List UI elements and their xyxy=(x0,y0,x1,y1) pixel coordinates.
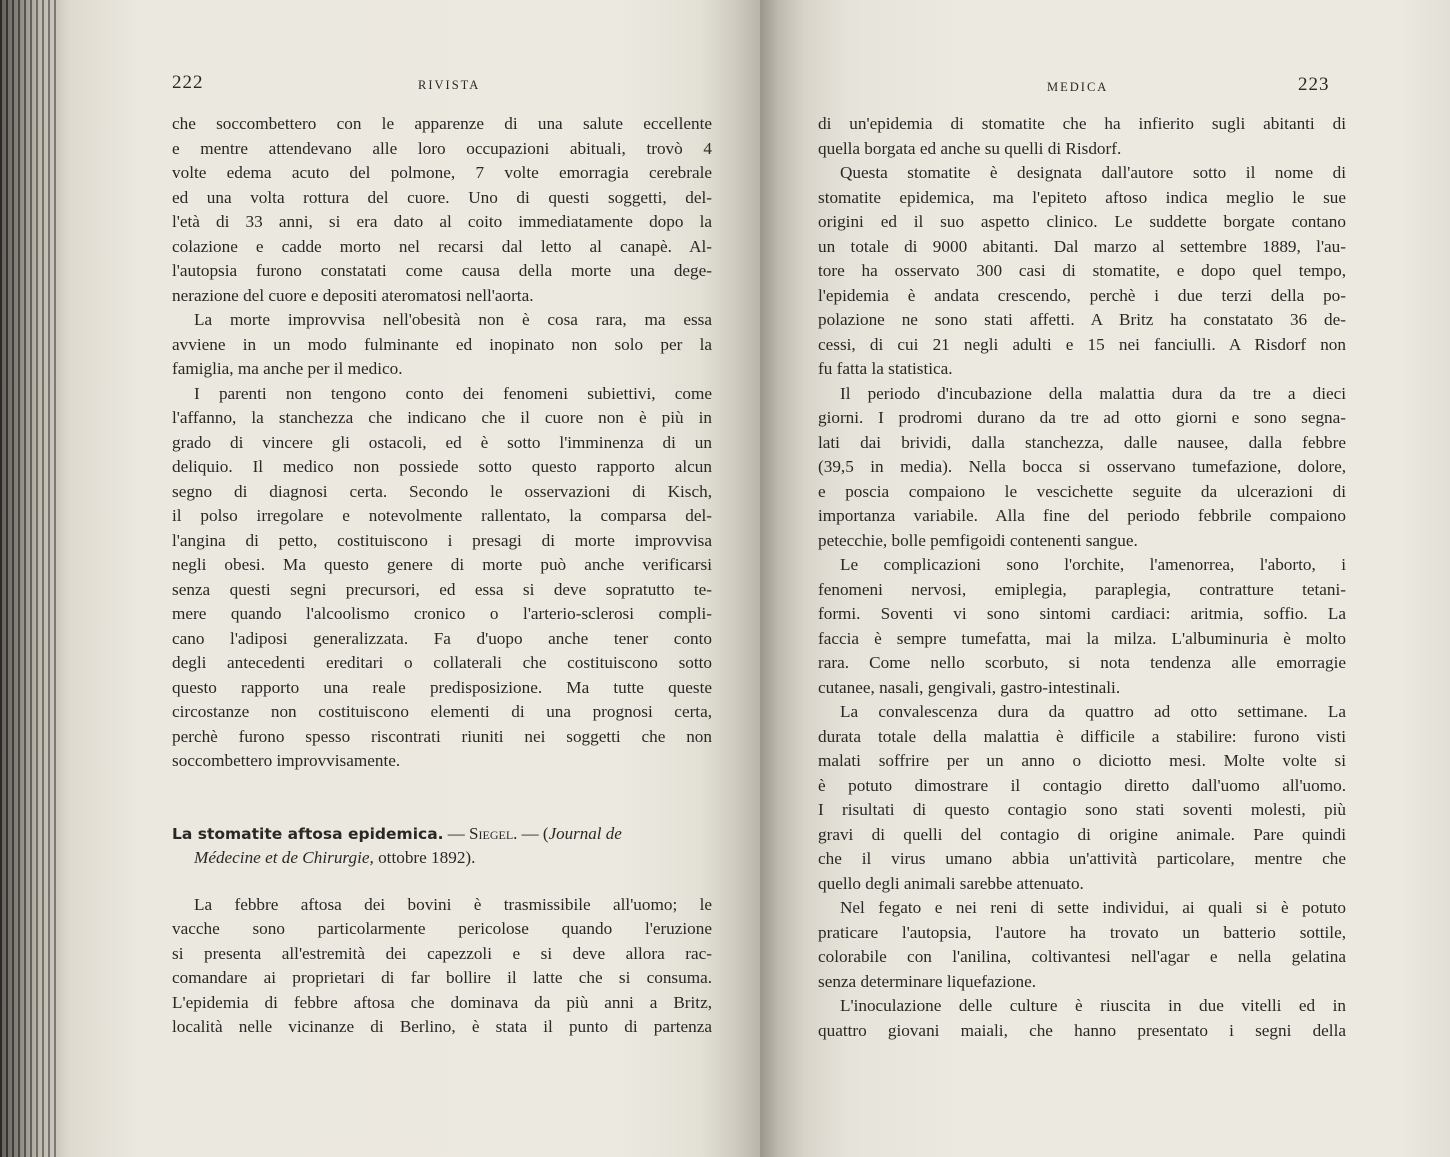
text-line: cano l'adiposi generalizzata. Fa d'uopo anche tener conto xyxy=(172,628,712,648)
text-line: il polso irregolare e notevolmente rallentato, la comparsa del- xyxy=(172,506,712,525)
text-line: località nelle vicinanze di Berlino, è stata il punto di partenza xyxy=(172,1017,712,1036)
text-line: malati soffrire per un anno o diciotto mesi. Molte volte si xyxy=(818,751,1346,770)
paragraph xyxy=(818,553,1346,700)
right-page-number: 223 xyxy=(1298,74,1330,95)
text-line: l'epidemia è andata crescendo, perchè i due terzi della po- xyxy=(818,285,1346,305)
text-line: La morte improvvisa nell'obesità non è cosa rara, ma essa xyxy=(194,310,712,329)
text-line: comandare ai proprietari di far bollire il latte che si consuma. xyxy=(172,968,712,987)
text-line: colazione e cadde morto nel recarsi dal letto al canapè. Al- xyxy=(172,236,712,256)
text-line: si presenta all'estremità dei capezzoli e si deve allora rac- xyxy=(172,943,712,963)
text-line: L'epidemia di febbre aftosa che dominava da più anni a Britz, xyxy=(172,992,712,1012)
text-line: I risultati di questo contagio sono stati soventi molesti, più xyxy=(818,800,1346,819)
text-line: origini ed il suo aspetto clinico. Le suddette borgate contano xyxy=(818,212,1346,231)
text-line: senza questi segni precursori, ed essa si deve sopratutto te- xyxy=(172,579,712,599)
text-line: faccia è sempre tumefatta, mai la milza. L'albuminuria è molto xyxy=(818,628,1346,648)
text-line: che il virus umano abbia un'attività particolare, mentre che xyxy=(818,849,1346,868)
section-heading: La stomatite aftosa epidemica. — Siegel. — (Journal de xyxy=(172,823,622,843)
text-line: tore ha osservato 300 casi di stomatite, e dopo quel tempo, xyxy=(818,261,1346,280)
text-line: formi. Soventi vi sono sintomi cardiaci: aritmia, soffio. La xyxy=(818,604,1346,623)
text-line: colorabile con l'anilina, coltivantesi nell'agar e nella gelatina xyxy=(818,947,1346,966)
text-line: gravi di quelli del contagio di origine animale. Pare quindi xyxy=(818,824,1346,844)
text-line: cessi, di cui 21 negli adulti e 15 nei fanciulli. A Risdorf non xyxy=(818,334,1346,354)
text-line: Nel fegato e nei reni di sette individui, ai quali si è potuto xyxy=(840,898,1346,917)
text-line: giorni. I prodromi durano da tre ad otto giorni e sono segna- xyxy=(818,408,1346,427)
paragraph xyxy=(172,112,712,308)
paragraph xyxy=(818,161,1346,382)
paragraph xyxy=(172,893,712,1040)
text-line: circostanze non costituiscono elementi di una prognosi certa, xyxy=(172,702,712,721)
text-line: praticare l'autopsia, l'autore ha trovato un batterio sottile, xyxy=(818,922,1346,942)
text-line: rara. Come nello scorbuto, si nota tendenza alle emorragie xyxy=(818,653,1346,672)
text-line: Le complicazioni sono l'orchite, l'amenorrea, l'aborto, i xyxy=(840,555,1346,574)
section-citation xyxy=(172,846,712,871)
text-line: volte edema acuto del polmone, 7 volte emorragia cerebrale xyxy=(172,163,712,182)
text-line: (39,5 in media). Nella bocca si osservano tumefazione, dolore, xyxy=(818,457,1346,476)
text-line: quattro giovani maiali, che hanno presentato i segni della xyxy=(818,1020,1346,1040)
left-running-head: RIVISTA xyxy=(418,78,481,92)
text-line: avviene in un modo fulminante ed inopinato non solo per la xyxy=(172,334,712,354)
text-line: ed una volta rottura del cuore. Uno di questi soggetti, del- xyxy=(172,187,712,207)
text-line: senza determinare liquefazione. xyxy=(818,971,1037,991)
paragraph xyxy=(818,896,1346,994)
text-line: polazione ne sono stati affetti. A Britz ha constatato 36 de- xyxy=(818,310,1346,329)
text-line: lati dai brividi, dalla stanchezza, dalle nausee, dalla febbre xyxy=(818,432,1346,452)
section-title: La stomatite aftosa epidemica. xyxy=(172,824,444,843)
right-running-head: MEDICA xyxy=(1047,80,1109,94)
text-line: negli obesi. Ma questo genere di morte può anche verificarsi xyxy=(172,555,712,574)
text-line: l'affanno, la stanchezza che indicano che il cuore non è più in xyxy=(172,408,712,427)
text-line: soccombettero improvvisamente. xyxy=(172,751,401,770)
text-line: petecchie, bolle pemfigoidi contenenti sangue. xyxy=(818,530,1138,550)
text-line: cutanee, nasali, gengivali, gastro-intestinali. xyxy=(818,677,1121,697)
paragraph xyxy=(172,308,712,382)
journal-name: Journal de xyxy=(548,823,622,843)
text-line: l'angina di petto, costituiscono i presagi di morte improvvisa xyxy=(172,530,712,550)
text-line: degli antecedenti ereditari o collaterali che costituiscono sotto xyxy=(172,653,712,672)
section-author: Siegel. xyxy=(469,823,518,843)
text-line: deliquio. Il medico non possiede sotto questo rapporto alcun xyxy=(172,457,712,476)
text-line: La convalescenza dura da quattro ad otto settimane. La xyxy=(840,702,1346,721)
page-edge-stack xyxy=(0,0,60,1157)
text-line: Questa stomatite è designata dall'autore sotto il nome di xyxy=(840,163,1346,182)
text-line: e mentre attendevano alle loro occupazioni abituali, trovò 4 xyxy=(172,138,712,158)
text-line: e poscia compaiono le vescichette seguite da ulcerazioni di xyxy=(818,481,1346,501)
text-line: vacche sono particolarmente pericolose quando l'eruzione xyxy=(172,919,712,938)
text-line: segno di diagnosi certa. Secondo le osservazioni di Kisch, xyxy=(172,481,712,501)
text-line: un totale di 9000 abitanti. Dal marzo al settembre 1889, l'au- xyxy=(818,236,1346,256)
right-page-body xyxy=(818,112,1346,1043)
text-line: I parenti non tengono conto dei fenomeni subiettivi, come xyxy=(194,383,712,403)
paragraph xyxy=(818,382,1346,554)
text-line: durata totale della malattia è difficile a stabilire: furono visti xyxy=(818,726,1346,746)
text-line: è potuto dimostrare il contagio diretto dall'uomo all'uomo. xyxy=(818,775,1346,795)
text-line: che soccombettero con le apparenze di una salute eccellente xyxy=(172,114,712,133)
text-line: famiglia, ma anche per il medico. xyxy=(172,359,403,378)
journal-name-cont: Médecine et de Chirurgie, xyxy=(194,848,374,867)
paragraph xyxy=(818,112,1346,161)
text-line: La febbre aftosa dei bovini è trasmissibile all'uomo; le xyxy=(194,894,712,914)
text-line: di un'epidemia di stomatite che ha infierito sugli abitanti di xyxy=(818,114,1346,133)
text-line: fenomeni nervosi, emiplegia, paraplegia, contratture tetani- xyxy=(818,579,1346,599)
text-line: mere quando l'alcoolismo cronico o l'arterio-sclerosi compli- xyxy=(172,604,712,623)
text-line: questo rapporto una reale predisposizione. Ma tutte queste xyxy=(172,677,712,697)
text-line: nerazione del cuore e depositi ateromatosi nell'aorta. xyxy=(172,285,534,305)
paragraph xyxy=(818,700,1346,896)
text-line: quella borgata ed anche su quelli di Risdorf. xyxy=(818,138,1122,158)
text-line: fu fatta la statistica. xyxy=(818,359,953,378)
text-line: grado di vincere gli ostacoli, ed è sotto l'imminenza di un xyxy=(172,432,712,452)
text-line: stomatite epidemica, ma l'epiteto aftoso indica meglio le sue xyxy=(818,187,1346,207)
text-line: Il periodo d'incubazione della malattia dura da tre a dieci xyxy=(840,383,1346,403)
text-line: quello degli animali sarebbe attenuato. xyxy=(818,873,1084,893)
text-line: l'autopsia furono constatati come causa della morte una dege- xyxy=(172,261,712,280)
paragraph xyxy=(172,382,712,774)
text-line: perchè furono spesso riscontrati riuniti nei soggetti che non xyxy=(172,726,712,746)
text-line: importanza variabile. Alla fine del periodo febbrile compaiono xyxy=(818,506,1346,525)
left-page-body xyxy=(172,112,712,1040)
text-line: L'inoculazione delle culture è riuscita in due vitelli ed in xyxy=(840,996,1346,1015)
paragraph xyxy=(818,994,1346,1043)
left-page-number: 222 xyxy=(172,72,204,93)
citation-date: ottobre 1892). xyxy=(373,848,476,867)
text-line: l'età di 33 anni, si era dato al coito immediatamente dopo la xyxy=(172,212,712,231)
